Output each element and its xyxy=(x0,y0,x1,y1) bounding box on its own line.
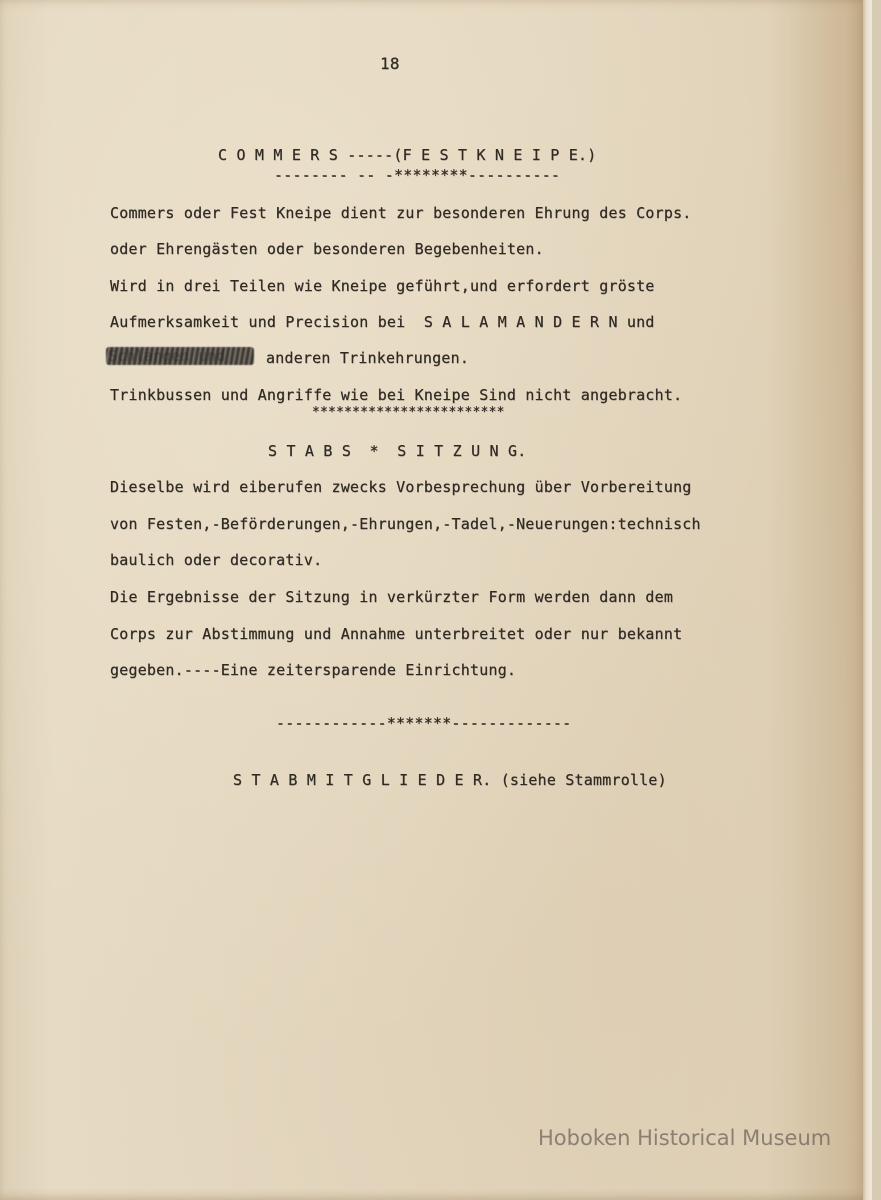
page-edge xyxy=(863,0,872,1200)
stars-divider: ************************ xyxy=(312,405,505,420)
commers-line-2: oder Ehrengästen oder besonderen Begebenheiten. xyxy=(110,240,544,258)
stabs-line-3: baulich oder decorativ. xyxy=(110,551,323,569)
struck-word: Schlangen und xyxy=(108,347,226,365)
stabs-sitzung-heading: S T A B S * S I T Z U N G. xyxy=(268,442,527,460)
commers-heading: C O M M E R S -----(F E S T K N E I P E.) xyxy=(218,146,597,164)
struck-out-text xyxy=(106,347,254,365)
stabs-line-2: von Festen,-Beförderungen,-Ehrungen,-Tadel,-Neuerungen:technisch xyxy=(110,515,701,533)
commers-line-5: anderen Trinkehrungen. xyxy=(266,349,470,367)
section-divider: ------------*******------------- xyxy=(276,714,572,732)
commers-line-4: Aufmerksamkeit und Precision bei S A L A M A N D E R N und xyxy=(110,313,655,331)
stabs-line-1: Dieselbe wird eiberufen zwecks Vorbesprechung über Vorbereitung xyxy=(110,478,692,496)
commers-underline: -------- -- -********---------- xyxy=(274,166,561,184)
stabs-line-6: gegeben.----Eine zeitersparende Einrichtung. xyxy=(110,661,517,679)
commers-line-3: Wird in drei Teilen wie Kneipe geführt,und erfordert gröste xyxy=(110,277,655,295)
commers-line-6: Trinkbussen und Angriffe wie bei Kneipe Sind nicht angebracht. xyxy=(110,386,683,404)
commers-line-1: Commers oder Fest Kneipe dient zur besonderen Ehrung des Corps. xyxy=(110,204,692,222)
museum-watermark: Hoboken Historical Museum xyxy=(538,1126,832,1150)
stabs-line-4: Die Ergebnisse der Sitzung in verkürzter Form werden dann dem xyxy=(110,588,674,606)
page-number: 18 xyxy=(380,54,400,73)
stabs-line-5: Corps zur Abstimmung und Annahme unterbreitet oder nur bekannt xyxy=(110,625,683,643)
stabmitglieder-heading: S T A B M I T G L I E D E R. (siehe Stammrolle) xyxy=(233,771,667,789)
